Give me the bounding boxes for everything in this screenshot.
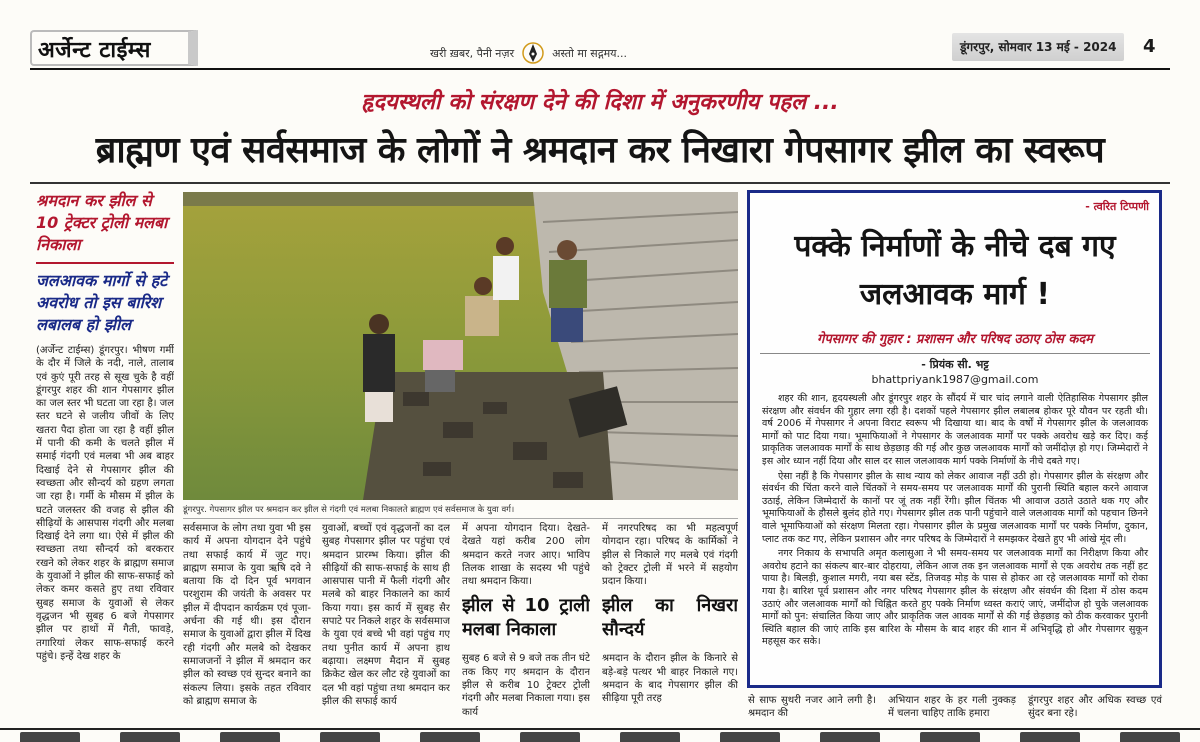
continuation-col-5: से साफ सुथरी नजर आने लगी है। श्रमदान की xyxy=(748,695,876,719)
article-column-2: युवाओं, बच्चों एवं वृद्धजनों का दल सुबह गेपसागर झील पर पहुंचा एवं श्रमदान प्रारम्भ किया। झील की सीढ़ियों की साफ-सफाई के साथ ही आसपास पानी में फैली गंदगी और मलबे को बाहर निकालने का कार्य किया गया। इस कार्य में सुबह सैर सपाटे पर निकले शहर के सर्वसमाज के युवा एवं बच्चे भी वहां पहुंच गए तथा पुनीत कार्य में अपना हाथ बढ़ाया। लक्ष्मण मैदान में सुबह क्रिकेट खेल कर लौट रहे युवाओं का दल भी वहां पहुंचा तथा श्रमदान कर झील की सफाई कार्य xyxy=(322,523,450,707)
editorial-tag: - त्वरित टिप्पणी xyxy=(1085,200,1149,213)
editorial-para-1: शहर की शान, हृदयस्थली और डूंगरपुर शहर के सौंदर्य में चार चांद लगाने वाली ऐतिहासिक गेपसागर झील संरक्षण और संवर्धन की गुहार लगा रही है। दशकों पहले गेपसागर झील लबालब होकर पूरे यौवन पर रहती थी। वर्ष 2006 में गेपसागर ने अपना विराट स्वरूप भी दिखाया था। बाद के वर्षों में गेपसागर झील के जलआवक मार्गों को पाट दिया गया। भूमाफियाओं ने गेपसागर के जलआवक मार्गों पर पक्के अवरोध खड़े कर दिए। कई प्राकृतिक जलआवक मार्गों के साथ छेड़छाड़ की गई और कुछ जलआवक मार्गों को जमींदोज़ हो गए। जिम्मेदारों ने इस ओर ध्यान नहीं दिया और साल दर साल जलआवक मार्ग पक्के निर्माणों के नीचे दबते गए। xyxy=(762,393,1148,467)
page-number: 4 xyxy=(1143,36,1156,57)
kicker: हृदयस्थली को संरक्षण देने की दिशा में अनुकरणीय पहल ... xyxy=(361,90,839,115)
column-3-bottom: सुबह 6 बजे से 9 बजे तक तीन घंटे तक किए गए श्रमदान के दौरान झील से करीब 10 ट्रेक्टर ट्रोली गंदगी और मलबा निकाला गया। इस कार्य xyxy=(462,653,590,718)
headline-rule xyxy=(30,182,1170,184)
photo-caption: डूंगरपुर. गेपसागर झील पर श्रमदान कर झील से गंदगी एवं मलबा निकालते ब्राह्मण एवं सर्वसमाज के युवा वर्ग। xyxy=(183,504,738,519)
tagline xyxy=(430,40,760,66)
tagline-right: अस्तो मा सद्गमय... xyxy=(552,46,628,60)
masthead xyxy=(0,0,1200,72)
editorial-headline: पक्के निर्माणों के नीचे दब गए जलआवक मार्ग ! xyxy=(794,229,1116,312)
tagline-left: खरी ख़बर, पैनी नज़र xyxy=(430,46,515,60)
article-column-3 xyxy=(462,522,590,736)
masthead-rule xyxy=(30,68,1170,70)
side-headline-1: श्रमदान कर झील से 10 ट्रेक्टर ट्रोली मलबा निकाला xyxy=(36,191,168,254)
editorial-para-2: ऐसा नहीं है कि गेपसागर झील के साथ न्याय को लेकर आवाज नहीं उठी हो। गेपसागर झील के संरक्षण और संवर्धन की चिंता करने वाले चिंतकों ने समय-समय पर जलआवक मार्गों की पुरानी स्थिति बहाल करने आवाज उठाई, लेकिन जिम्मेदारों के कानों पर जूं तक नहीं रेंगी। झील चिंतक भी आवाज उठाते उठाते थक गए और भूमाफियाओं के हौसले बुलंद होते गए। गेपसागर झील तक पानी पहुंचाने वाले जलआवक मार्गों को पहचान छिनने वाले भूमाफियाओं को संरक्षण मिलता रहा। गेपसागर झील के प्रमुख जलआवक मार्गों पर पक्के निर्माण, दुकान, प्लाट तक कट गए, लेकिन प्रशासन और नगर परिषद के जिम्मेदारों ने समझकर देखते हुए भी आंखे मूंद ली। xyxy=(762,470,1148,545)
continuation-col-7: डूंगरपुर शहर और अधिक स्वच्छ एवं सुंदर बना रहे। xyxy=(1028,695,1162,719)
editorial-email: bhattpriyank1987@gmail.com xyxy=(871,373,1039,386)
newspaper-logo: अर्जेन्ट टाईम्स xyxy=(38,37,151,63)
continuation-col-6: अभियान शहर के हर गली नुक्कड़ में चलना चाहिए ताकि हमारा xyxy=(888,695,1016,719)
subhead-lake-beauty: झील का निखरा सौन्दर्य xyxy=(602,595,738,641)
column-4-bottom: श्रमदान के दौरान झील के किनारे से बड़े-बड़े पत्थर भी बाहर निकाले गए। श्रमदान के बाद गेपसागर झील की सीढ़िया पूरी तरह xyxy=(602,653,738,705)
next-article-strip xyxy=(0,728,1200,742)
pen-nib-icon xyxy=(522,40,544,66)
editorial-body xyxy=(762,393,1148,651)
side-body: (अर्जेन्ट टाईम्स) डूंगरपुर। भीषण गर्मी के दौर में जिले के नदी, नाले, तालाब एवं कुएं पूरी तरह से सूख चुके है वहीं डूंगरपुर शहर की शान गेपसागर झील का जल स्तर भी घटता जा रहा है। जल स्तर घटने से जलीय जीवों के लिए खतरा पैदा होता जा रहा है वहीं झील में पानी की कमी के चलते झील में समाई गंदगी एवं मलबा भी अब बाहर दिखाई देने से गेपसागर झील की स्वच्छता और सौन्दर्य को ग्रहण लगता जा रहा है। गर्मी के मौसम में झील के घटते जलस्तर की वजह से झील की सीढ़ियों के आसपास गंदगी और मलबा दिखाई देने लगा था। ऐसे में झील की स्वच्छता तथा सौन्दर्य को बरकरार रखने को लेकर शहर के ब्राह्मण समाज के युवाओं ने झील की साफ-सफाई को लेकर कमर कसते हुए तथा रविवार सुबह समाज के युवाओं से लेकर वृद्धजन भी सुबह 6 बजे गेपसागर झील पर हाथों में गैती, फावड़े, तगारियां लेकर साफ-सफाई करने पहुंचे। इन्हें देख शहर के xyxy=(36,345,174,662)
article-column-4 xyxy=(602,522,738,736)
lake-cleanup-illustration xyxy=(183,192,738,500)
article-column-1: सर्वसमाज के लोग तथा युवा भी इस कार्य में अपना योगदान देने पहुंचे तथा सफाई कार्य में जुट गए। ब्राह्मण समाज के युवा ऋषि दवे ने बताया कि दो दिन पूर्व भगवान परशुराम की जयंती के अवसर पर झील में दीपदान कार्यक्रम एवं पूजा-अर्चना की गई थी। इस दौरान समाज के युवाओं द्वारा झील में दिख रही गंदगी और मलबे को देखकर समाजजनों ने झील में श्रमदान कर झील को स्वच्छ एवं सुन्दर बनाने का संकल्प लिया। इसके तहत रविवार को ब्राह्मण समाज के xyxy=(183,523,311,707)
editorial-author: - प्रियंक सी. भट्ट xyxy=(921,358,989,371)
column-3-top: में अपना योगदान दिया। देखते-देखते यहां करीब 200 लोग श्रमदान करते नजर आए। भाविप तिलक शाखा के सदस्य भी पहुंचे तथा श्रमदान किया। xyxy=(462,523,590,588)
side-separator xyxy=(36,262,174,264)
subhead-10-trolley: झील से 10 ट्राली मलबा निकाला xyxy=(462,595,590,641)
column-4-top: में नगरपरिषद का भी महत्वपूर्ण योगदान रहा। परिषद के कार्मिकों ने झील से निकाले गए मलबे एवं गंदगी को ट्रेक्टर ट्रोली में भरने में सहयोग प्रदान किया। xyxy=(602,523,738,588)
editorial-subhead: गेपसागर की गुहार : प्रशासन और परिषद उठाए ठोस कदम xyxy=(760,329,1150,354)
cleanup-photo xyxy=(183,192,738,500)
main-headline: ब्राह्मण एवं सर्वसमाज के लोगों ने श्रमदान कर निखारा गेपसागर झील का स्वरूप xyxy=(95,130,1105,171)
editorial-box xyxy=(747,190,1162,688)
left-column xyxy=(36,190,174,742)
dateline: डूंगरपुर, सोमवार 13 मई - 2024 xyxy=(960,40,1117,54)
editorial-para-3: नगर निकाय के सभापति अमृत कलासुआ ने भी समय-समय पर जलआवक मार्गों का निरीक्षण किया और अवरोध हटाने का संकल्प बार-बार दोहराया, लेकिन आज तक इन जलआवक मार्गों से एक अवरोध तक नहीं हट पाया है। बिलड़ी, कुशाल मगरी, नया बस स्टेंड, तिजवड़ मोड़ के पास से होकर आ रहे जलआवक मार्गों को रोका गया है। बारिश पूर्व प्रशासन और नगर परिषद गेपसागर झील के संरक्षण और संवर्धन की दिशा में ठोस कदम उठाएं और जलआवक मार्गों को चिह्नित करते हुए पक्के निर्माण ध्वस्त कराएं जाएं, जमींदोज हो चुके जलआवक मार्गों को पुन: संचालित किया जाए और प्राकृतिक जल आवक मार्गों से की गई छेड़छाड़ को ठीक करवाकर पुरानी स्थिति बहाल की जाएं ताकि इस बारिश के मौसम के बाद शहर की शान में अभिवृद्धि हो और गेपसागर सुकून महसूस कर सके। xyxy=(762,548,1148,648)
side-headline-2: जलआवक मार्गो से हटे अवरोध तो इस बारिश लबालब हो झील xyxy=(36,271,168,334)
